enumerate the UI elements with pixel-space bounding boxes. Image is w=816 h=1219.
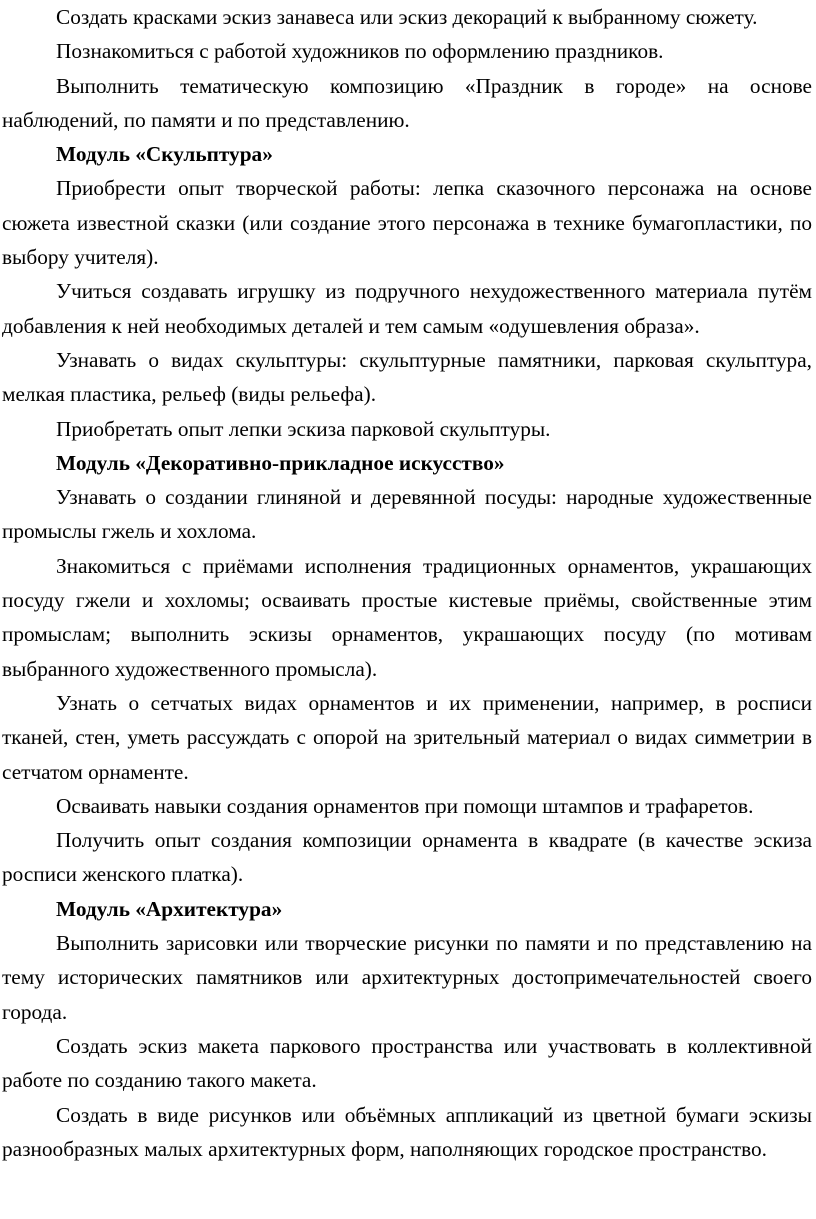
paragraph: Приобретать опыт лепки эскиза парковой скульптуры. xyxy=(56,416,551,441)
paragraph: Создать эскиз макета паркового пространства или участвовать в коллективной работе по созданию такого макета. xyxy=(2,1033,812,1093)
section-heading-sculpture: Модуль «Скульптура» xyxy=(56,142,273,167)
paragraph: Получить опыт создания композиции орнамента в квадрате (в качестве эскиза росписи женского платка). xyxy=(2,828,812,887)
paragraph: Учиться создавать игрушку из подручного нехудожественного материала путём добавления к ней необходимых деталей и тем самым «одушевления образа». xyxy=(2,279,812,338)
paragraph: Осваивать навыки создания орнаментов при помощи штампов и трафаретов. xyxy=(56,793,754,818)
paragraph: Познакомиться с работой художников по оформлению праздников. xyxy=(56,39,664,64)
paragraph: Знакомиться с приёмами исполнения традиционных орнаментов, украшающих посуду гжели и хохломы; осваивать простые кистевые приёмы, свойственные этим промыслам; выполнить эскизы орнаментов, украшающих посуду (по мотивам выбранного художественного промысла). xyxy=(2,553,812,681)
paragraph: Создать в виде рисунков или объёмных аппликаций из цветной бумаги эскизы разнообразных малых архитектурных форм, наполняющих городское пространство. xyxy=(2,1102,812,1161)
paragraph: Узнать о сетчатых видах орнаментов и их применении, например, в росписи тканей, стен, уметь рассуждать с опорой на зрительный материал о видах симметрии в сетчатом орнаменте. xyxy=(2,690,812,784)
paragraph: Узнавать о создании глиняной и деревянной посуды: народные художественные промыслы гжель и хохлома. xyxy=(2,485,812,544)
section-heading-decorative-arts: Модуль «Декоративно-прикладное искусство» xyxy=(56,450,505,475)
paragraph: Узнавать о видах скульптуры: скульптурные памятники, парковая скульптура, мелкая пластика, рельеф (виды рельефа). xyxy=(2,347,812,407)
section-heading-architecture: Модуль «Архитектура» xyxy=(56,896,283,921)
paragraph: Выполнить зарисовки или творческие рисунки по памяти и по представлению на тему исторических памятников или архитектурных достопримечательностей своего города. xyxy=(2,931,812,1024)
paragraph: Приобрести опыт творческой работы: лепка сказочного персонажа на основе сюжета известной сказки (или создание этого персонажа в технике бумагопластики, по выбору учителя). xyxy=(2,176,812,270)
paragraph: Создать красками эскиз занавеса или эскиз декораций к выбранному сюжету. xyxy=(56,5,758,29)
paragraph: Выполнить тематическую композицию «Праздник в городе» на основе наблюдений, по памяти и по представлению. xyxy=(2,73,812,132)
